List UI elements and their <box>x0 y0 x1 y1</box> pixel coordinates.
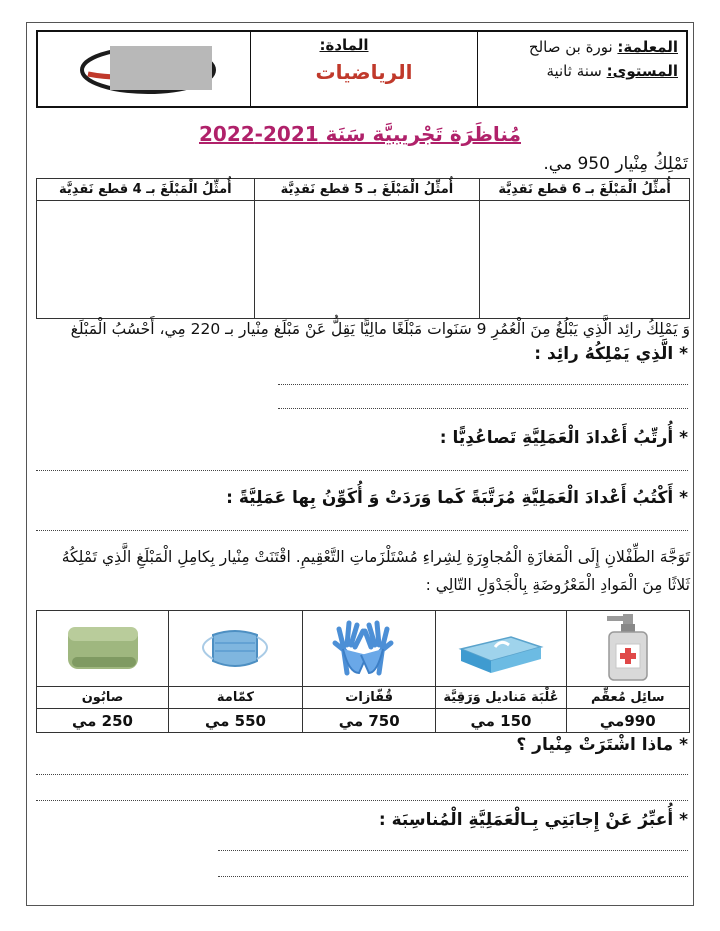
subject-value: الرياضيات <box>315 60 413 84</box>
coins-answer-6[interactable] <box>480 201 690 319</box>
exercise4-question: * أَكْتُبُ أَعْدادَ الْعَمَلِيَّةِ مُرَتَّبَةً كَما وَرَدَتْ وَ أُكَوِّنُ بِها عَمَلِيَّةً : <box>226 488 688 508</box>
subject-label: المادة: <box>319 36 369 54</box>
product-price: 150 مي <box>436 709 566 733</box>
level-line <box>546 62 678 80</box>
teacher-label: المعلمة: <box>617 38 678 56</box>
exercise5-line2: ثَلاثًا مِنَ الْمَوادِ الْمَعْرُوضَةِ بِالْجَدْوَلِ التّالِي : <box>425 576 690 594</box>
gloves-icon <box>329 615 409 679</box>
coins-col-5: أُمثِّلُ الْمَبْلَغَ بـ 5 قطع نَقدِيَّة <box>254 179 480 201</box>
subject-cell <box>250 32 478 106</box>
answer-line[interactable] <box>36 470 688 471</box>
product-name: سائِل مُعقِّم <box>566 687 689 709</box>
exercise2-line2: * الَّذِي يَمْلِكُهُ رائِد : <box>534 344 688 364</box>
answer-line[interactable] <box>36 800 688 801</box>
product-price: 990مي <box>566 709 689 733</box>
teacher-cell <box>478 32 686 106</box>
answer-line[interactable] <box>36 774 688 775</box>
product-image-cell <box>37 611 169 687</box>
tissue-box-icon <box>451 617 551 677</box>
header-box <box>36 30 688 108</box>
answer-line[interactable] <box>218 876 688 877</box>
exercise5-line1: تَوَجَّهَ الطِّفْلانِ إِلَى الْمَغازَةِ الْمُجاوِرَةِ لِشِراءِ مُسْتَلْزَماتِ التَّعْقِيمِ. اقْتَنَتْ مِنْيار بِكامِلِ الْمَبْلَغِ الَّذِي تَمْلِكُهُ <box>61 548 690 566</box>
teacher-line <box>529 38 678 56</box>
product-image-cell <box>302 611 435 687</box>
coins-col-4: أُمثِّلُ الْمَبْلَغَ بـ 4 قطع نَقدِيَّة <box>37 179 255 201</box>
exam-title: مُناظَرَة تَجْريبيَّة سَنَة 2021-2022 <box>199 122 521 146</box>
product-price: 250 مي <box>37 709 169 733</box>
coins-col-6: أُمثِّلُ الْمَبْلَغَ بـ 6 قطع نَقدِيَّة <box>480 179 690 201</box>
exercise3-question: * أُرتِّبُ أَعْدادَ الْعَمَلِيَّةِ تَصاعُدِيًّا : <box>439 428 688 448</box>
coins-answer-5[interactable] <box>254 201 480 319</box>
answer-line[interactable] <box>278 384 688 385</box>
logo-cell <box>38 32 250 106</box>
exercise5-question2: * أُعبِّرُ عَنْ إِجابَتِي بِـالْعَمَلِيَّةِ الْمُناسِبَة : <box>378 810 688 830</box>
answer-line[interactable] <box>36 530 688 531</box>
mask-icon <box>185 617 285 677</box>
product-image-cell <box>436 611 566 687</box>
coins-table <box>36 178 690 319</box>
product-name: صابُون <box>37 687 169 709</box>
exercise1-intro: تَمْلِكُ مِنْيار 950 مي. <box>543 154 688 174</box>
product-name: قُفّازات <box>302 687 435 709</box>
products-table <box>36 610 690 733</box>
teacher-name: نورة بن صالح <box>528 38 613 56</box>
exercise2-line1: وَ يَمْلِكُ رائِد الَّذِي يَبْلُغُ مِنَ الْعُمُرِ 9 سَنَوات مَبْلَغًا مالِيًّا يَقِلُّ عَنْ مَبْلَغ مِنْيار بـ 220 مِي، أَحْسُبُ الْمَبْلَغ <box>70 320 690 338</box>
product-image-cell <box>168 611 302 687</box>
product-image-cell <box>566 611 689 687</box>
product-name: كمّامة <box>168 687 302 709</box>
school-logo-icon <box>78 40 218 98</box>
level-label: المستوى: <box>606 62 678 80</box>
product-name: عُلْبَة مَناديل وَرَقِيَّة <box>436 687 566 709</box>
product-price: 750 مي <box>302 709 435 733</box>
product-price: 550 مي <box>168 709 302 733</box>
answer-line[interactable] <box>218 850 688 851</box>
exercise5-question1: * ماذا اشْتَرَتْ مِنْيار ؟ <box>516 735 688 755</box>
soap-icon <box>54 617 150 677</box>
coins-answer-4[interactable] <box>37 201 255 319</box>
sanitizer-icon <box>593 612 663 682</box>
answer-line[interactable] <box>278 408 688 409</box>
level-value: سنة ثانية <box>546 62 602 80</box>
